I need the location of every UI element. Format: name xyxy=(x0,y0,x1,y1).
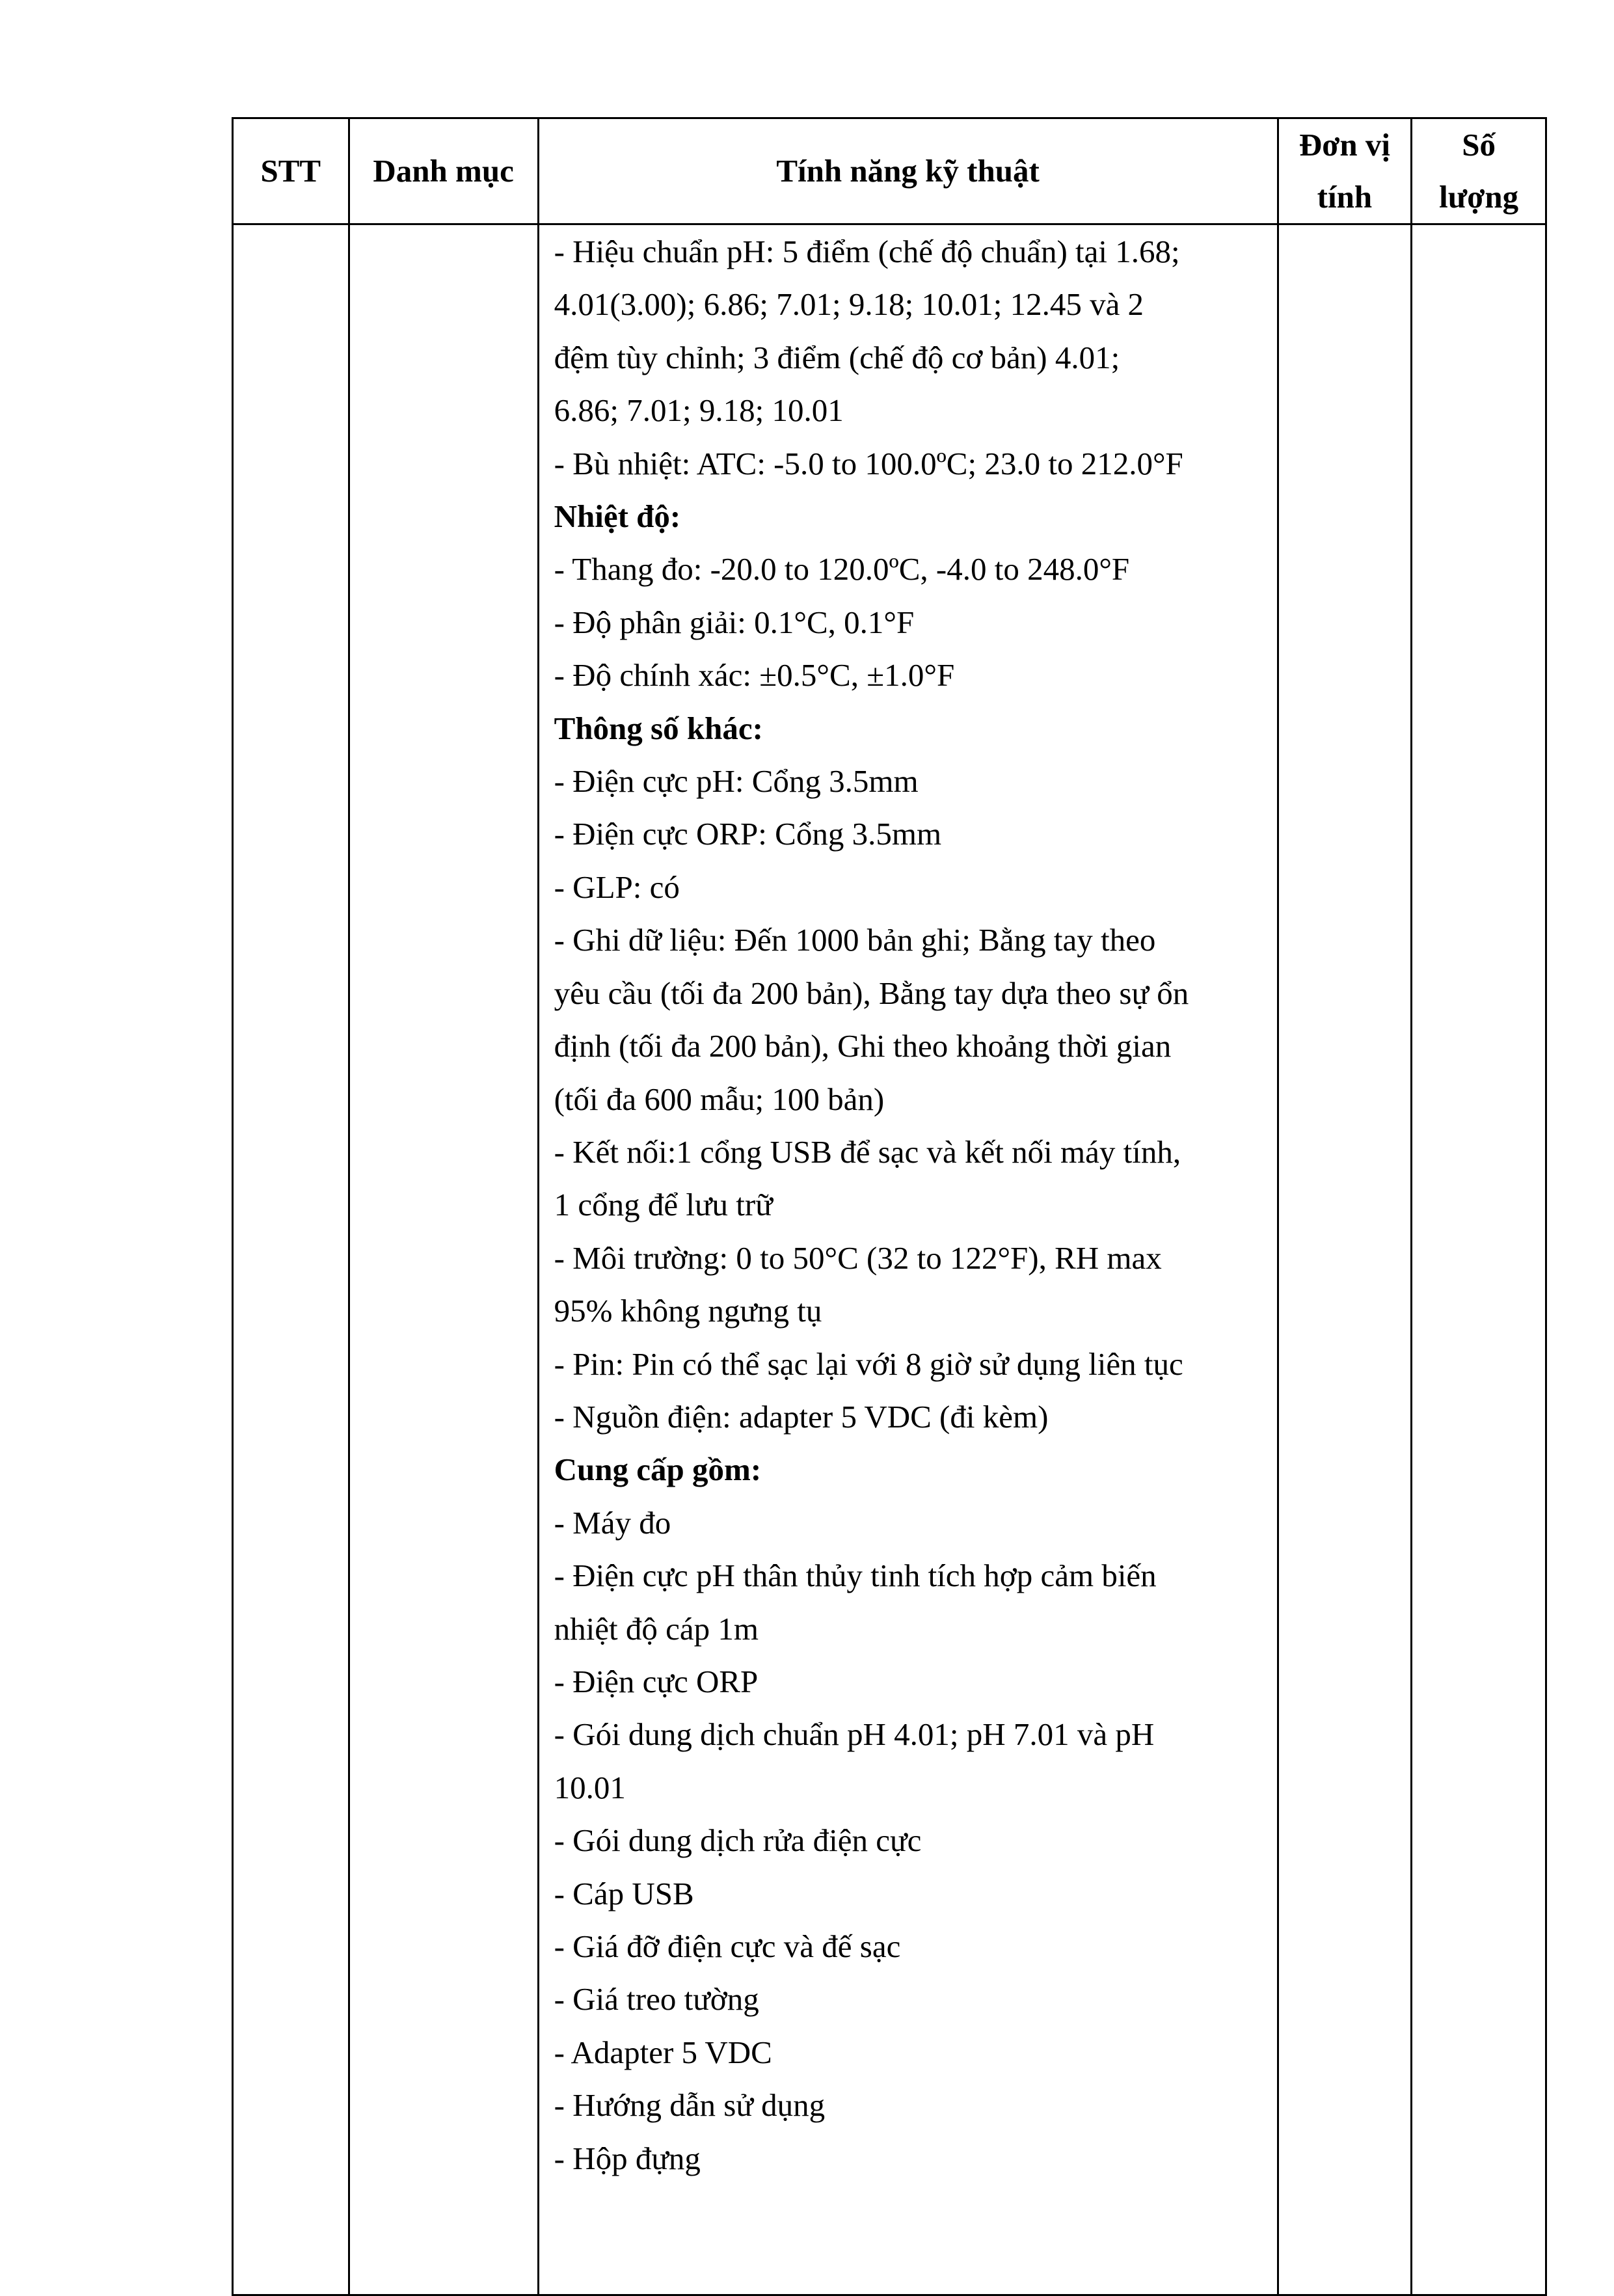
spec-line: đệm tùy chỉnh; 3 điểm (chế độ cơ bản) 4.01; xyxy=(554,339,1120,375)
spec-line: - Giá đỡ điện cực và đế sạc xyxy=(554,1928,901,1964)
spec-section-heading: Thông số khác: xyxy=(554,710,763,746)
spec-line: - Giá treo tường xyxy=(554,1981,759,2018)
spec-line: - Cáp USB xyxy=(554,1875,694,1911)
spec-line: - Thang đo: -20.0 to 120.0ºC, -4.0 to 248.0°F xyxy=(554,551,1130,588)
header-row xyxy=(233,118,1546,224)
header-qty xyxy=(1412,118,1546,224)
spec-section-heading: Cung cấp gồm: xyxy=(554,1452,762,1488)
spec-line: - Điện cực pH thân thủy tinh tích hợp cảm biến xyxy=(554,1558,1157,1594)
spec-line: - Hướng dẫn sử dụng xyxy=(554,2087,826,2124)
table-header xyxy=(233,118,1546,224)
spec-section-heading: Nhiệt độ: xyxy=(554,498,681,535)
spec-line: - Độ chính xác: ±0.5°C, ±1.0°F xyxy=(554,657,955,694)
spec-line: định (tối đa 200 bản), Ghi theo khoảng thời gian xyxy=(554,1028,1172,1064)
spec-line: - Bù nhiệt: ATC: -5.0 to 100.0ºC; 23.0 to 212.0°F xyxy=(554,445,1183,481)
spec-line: (tối đa 600 mẫu; 100 bản) xyxy=(554,1081,885,1117)
header-unit-line1: Đơn vị xyxy=(1298,127,1390,163)
spec-line: 10.01 xyxy=(554,1769,626,1805)
spec-line: - Gói dung dịch chuẩn pH 4.01; pH 7.01 và pH xyxy=(554,1716,1155,1753)
header-qty-line2: lượng xyxy=(1439,179,1519,215)
cell-stt xyxy=(233,224,349,2295)
cell-unit xyxy=(1278,224,1412,2295)
spec-line: - Adapter 5 VDC xyxy=(554,2034,772,2070)
spec-line: - Ghi dữ liệu: Đến 1000 bản ghi; Bằng tay theo xyxy=(554,922,1156,958)
cell-spec xyxy=(538,224,1278,2295)
spec-line: - Độ phân giải: 0.1°C, 0.1°F xyxy=(554,604,915,640)
header-unit xyxy=(1278,118,1412,224)
spec-line: 1 cổng để lưu trữ xyxy=(554,1187,773,1223)
cell-qty xyxy=(1412,224,1546,2295)
spec-table xyxy=(232,117,1547,2296)
spec-line: - Kết nối:1 cổng USB để sạc và kết nối máy tính, xyxy=(554,1133,1181,1170)
spec-line: - GLP: có xyxy=(554,869,680,905)
header-category: Danh mục xyxy=(349,118,538,224)
spec-line: - Pin: Pin có thể sạc lại với 8 giờ sử dụng liên tục xyxy=(554,1345,1183,1382)
spec-line: 4.01(3.00); 6.86; 7.01; 9.18; 10.01; 12.45 và 2 xyxy=(554,286,1144,323)
spec-line: 6.86; 7.01; 9.18; 10.01 xyxy=(554,392,844,429)
header-stt: STT xyxy=(233,118,349,224)
spec-line: - Hiệu chuẩn pH: 5 điểm (chế độ chuẩn) tại 1.68; xyxy=(554,234,1180,269)
spec-line: - Điện cực ORP xyxy=(554,1663,759,1699)
header-unit-line2: tính xyxy=(1317,179,1373,215)
header-spec: Tính năng kỹ thuật xyxy=(538,118,1278,224)
spec-line: 95% không ngưng tụ xyxy=(554,1293,822,1329)
spec-line: - Gói dung dịch rửa điện cực xyxy=(554,1822,922,1859)
table-row xyxy=(233,224,1546,2295)
spec-line: - Môi trường: 0 to 50°C (32 to 122°F), RH max xyxy=(554,1239,1162,1276)
spec-line: - Điện cực ORP: Cổng 3.5mm xyxy=(554,816,942,852)
spec-line: - Điện cực pH: Cổng 3.5mm xyxy=(554,763,919,800)
spec-line: - Máy đo xyxy=(554,1504,671,1541)
spec-line: nhiệt độ cáp 1m xyxy=(554,1610,759,1647)
header-qty-line1: Số xyxy=(1462,127,1496,163)
cell-category xyxy=(349,224,538,2295)
spec-line: yêu cầu (tối đa 200 bản), Bằng tay dựa theo sự ổn xyxy=(554,975,1189,1011)
spec-line: - Hộp đựng xyxy=(554,2140,701,2176)
spec-line: - Nguồn điện: adapter 5 VDC (đi kèm) xyxy=(554,1398,1049,1435)
